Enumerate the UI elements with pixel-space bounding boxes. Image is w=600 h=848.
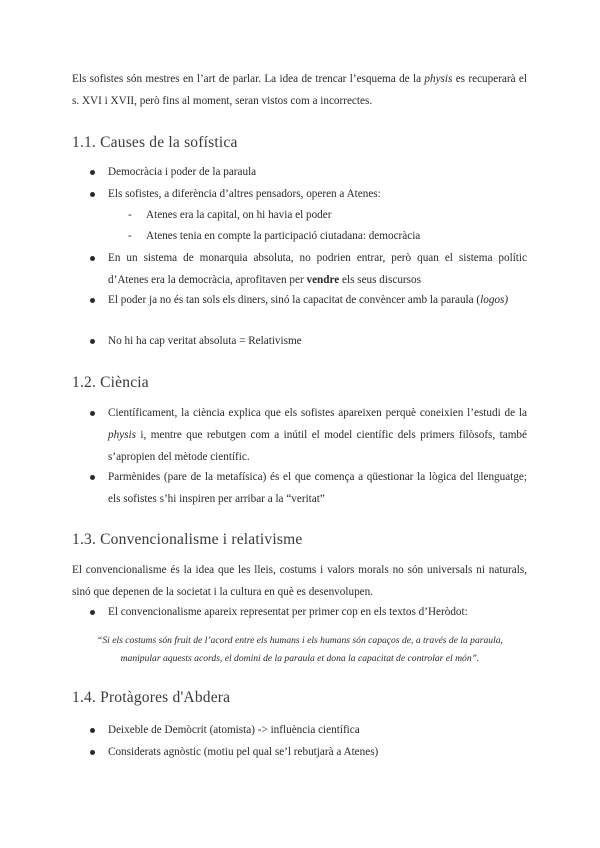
list-item: En un sistema de monarquia absoluta, no podrien entrar, però quan el sistema polític d’Atenes era la democràcia, aprofitaven per vendre els seus discursos [108,252,527,286]
bullet-icon [90,750,95,755]
list-item: El convencionalisme apareix representat per primer cop en els textos d’Heròdot: [108,606,468,618]
list-item: Deixeble de Demòcrit (atomista) -> influència científica [108,724,360,736]
list-item: Científicament, la ciència explica que els sofistes apareixen perquè coneixien l’estudi de la physis i, mentre que rebutgen com a inútil el model científic dels primers filòsofs, també s’apropien del mètode científic. [108,407,527,463]
section-heading-conventionalism: 1.3. Convencionalisme i relativisme [72,531,303,548]
section-heading-causes: 1.1. Causes de la sofística [72,134,238,151]
list-item: Els sofistes, a diferència d’altres pensadors, operen a Atenes: [108,188,381,200]
bullet-icon [90,728,95,733]
bullet-icon [90,610,95,615]
bullet-icon [90,192,95,197]
list-item: Democràcia i poder de la paraula [108,166,257,178]
list-item: No hi ha cap veritat absoluta = Relativisme [108,335,302,347]
list-item: Parmènides (pare de la metafísica) és el que comença a qüestionar la lògica del llenguatge; els sofistes s’hi inspiren per arribar a la “veritat” [108,471,527,505]
intro-paragraph: Els sofistes són mestres en l’art de parlar. La idea de trencar l’esquema de la physis es recuperarà el s. XVI i XVII, però fins al moment, seran vistos com a incorrectes. [72,73,527,107]
herodotus-quote: “Si els costums són fruit de l’acord entre els humans i els humans són capaços de, a través de la paraula, manipular aquests acords, el domini de la paraula et dona la capacitat de controlar el món”. [97,635,503,664]
section-heading-science: 1.2. Ciència [72,374,149,391]
sub-list-item: Atenes era la capital, on hi havia el poder [146,209,332,221]
bold-term: vendre [306,274,340,286]
bullet-icon [90,170,95,175]
list-item: El poder ja no és tan sols els diners, sinó la capacitat de convèncer amb la paraula (logos) [108,294,509,306]
bullet-icon [90,411,95,416]
bullet-icon [90,298,95,303]
bullet-icon [90,475,95,480]
list-item: Considerats agnòstic (motiu pel qual se’l rebutjarà a Atenes) [108,746,379,758]
sub-list-item: Atenes tenia en compte la participació ciutadana: democràcia [146,230,421,242]
section-heading-protagoras: 1.4. Protàgores d'Abdera [72,689,231,706]
dash-marker: - [128,230,132,242]
logos-term: logos) [480,294,509,306]
bullet-icon [90,339,95,344]
conventionalism-paragraph: El convencionalisme és la idea que les lleis, costums i valors morals no són universals ni naturals, sinó que depenen de la societat i la cultura en què es desenvolupen. [72,564,527,598]
dash-marker: - [128,209,132,221]
physis-term: physis [108,429,136,441]
physis-term: physis [424,73,453,85]
bullet-icon [90,256,95,261]
